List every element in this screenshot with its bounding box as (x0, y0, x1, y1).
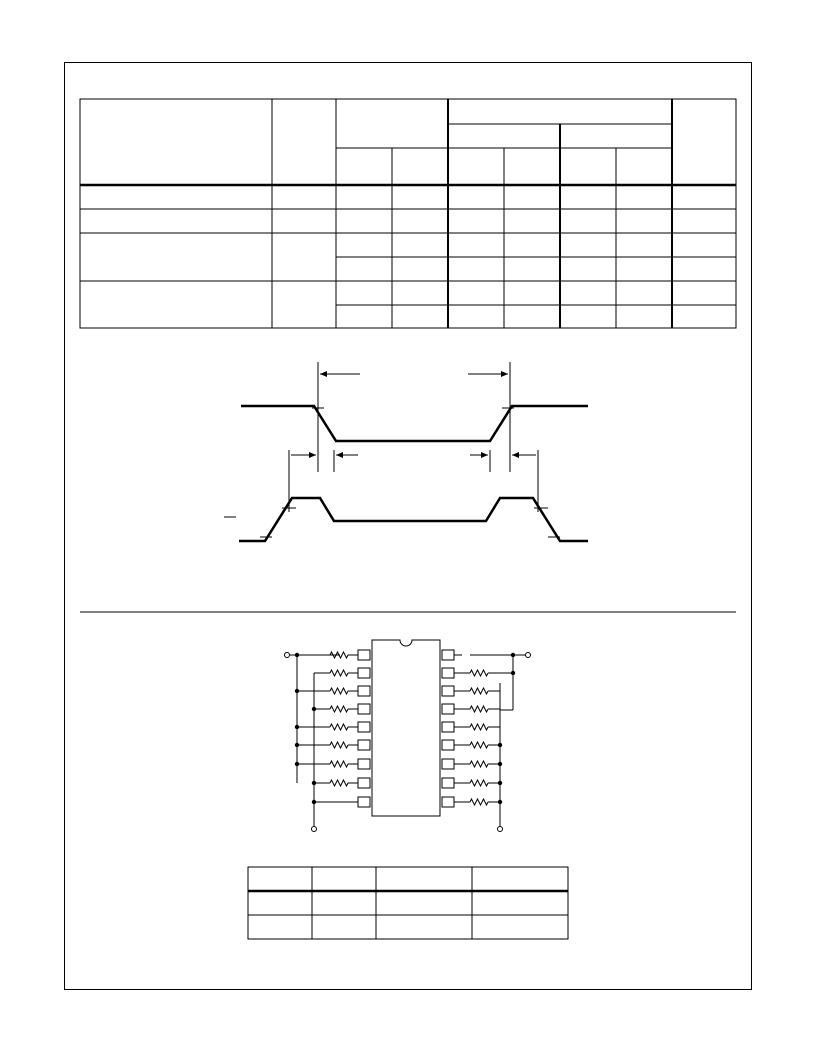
ic-pin-right (442, 704, 454, 714)
ic-pin-left (358, 740, 370, 750)
ic-pin-right (442, 740, 454, 750)
junction-dot (498, 743, 502, 747)
resistor-left (330, 706, 348, 712)
junction-dot (498, 762, 502, 766)
ic-pin-left (358, 778, 370, 788)
resistor-right (470, 670, 488, 676)
resistor-left (330, 652, 348, 658)
junction-dot (498, 800, 502, 804)
timing-diagram (224, 362, 588, 541)
resistor-right (470, 761, 488, 767)
ic-pin-left (358, 650, 370, 660)
resistor-left (330, 780, 348, 786)
resistor-left (330, 688, 348, 694)
junction-dot (312, 781, 316, 785)
ic-pin-right (442, 759, 454, 769)
junction-dot (312, 707, 316, 711)
junction-dot (511, 653, 515, 657)
pin-table (248, 867, 568, 939)
resistor-right (470, 780, 488, 786)
ic-pin-right (442, 650, 454, 660)
input-waveform (241, 406, 588, 441)
ic-pin-left (358, 704, 370, 714)
circuit-terminals (285, 653, 531, 832)
resistor-right (470, 688, 488, 694)
resistor-left (330, 761, 348, 767)
resistor-right (470, 742, 488, 748)
ic-pin-left (358, 722, 370, 732)
ic-pin-right (442, 797, 454, 807)
resistor-right (470, 799, 488, 805)
spec-table (80, 99, 736, 328)
ic-pin-right (442, 778, 454, 788)
ic-pin-left (358, 668, 370, 678)
ic-pin-right (442, 686, 454, 696)
ic-pin-left (358, 797, 370, 807)
ic-pin-left (358, 759, 370, 769)
resistor-left (330, 742, 348, 748)
ic-pin-left (358, 686, 370, 696)
resistor-left (330, 670, 348, 676)
output-waveform (239, 498, 588, 541)
junction-dot (312, 800, 316, 804)
ic-pin-right (442, 668, 454, 678)
ic-pin-right (442, 722, 454, 732)
test-circuit (290, 640, 525, 826)
ic-package (372, 640, 440, 816)
timing-arrowheads (309, 371, 519, 458)
junction-dot (295, 653, 299, 657)
resistor-left (330, 724, 348, 730)
circuit-pins (295, 650, 515, 807)
resistor-right (470, 706, 488, 712)
junction-dot (498, 781, 502, 785)
resistor-right (470, 724, 488, 730)
